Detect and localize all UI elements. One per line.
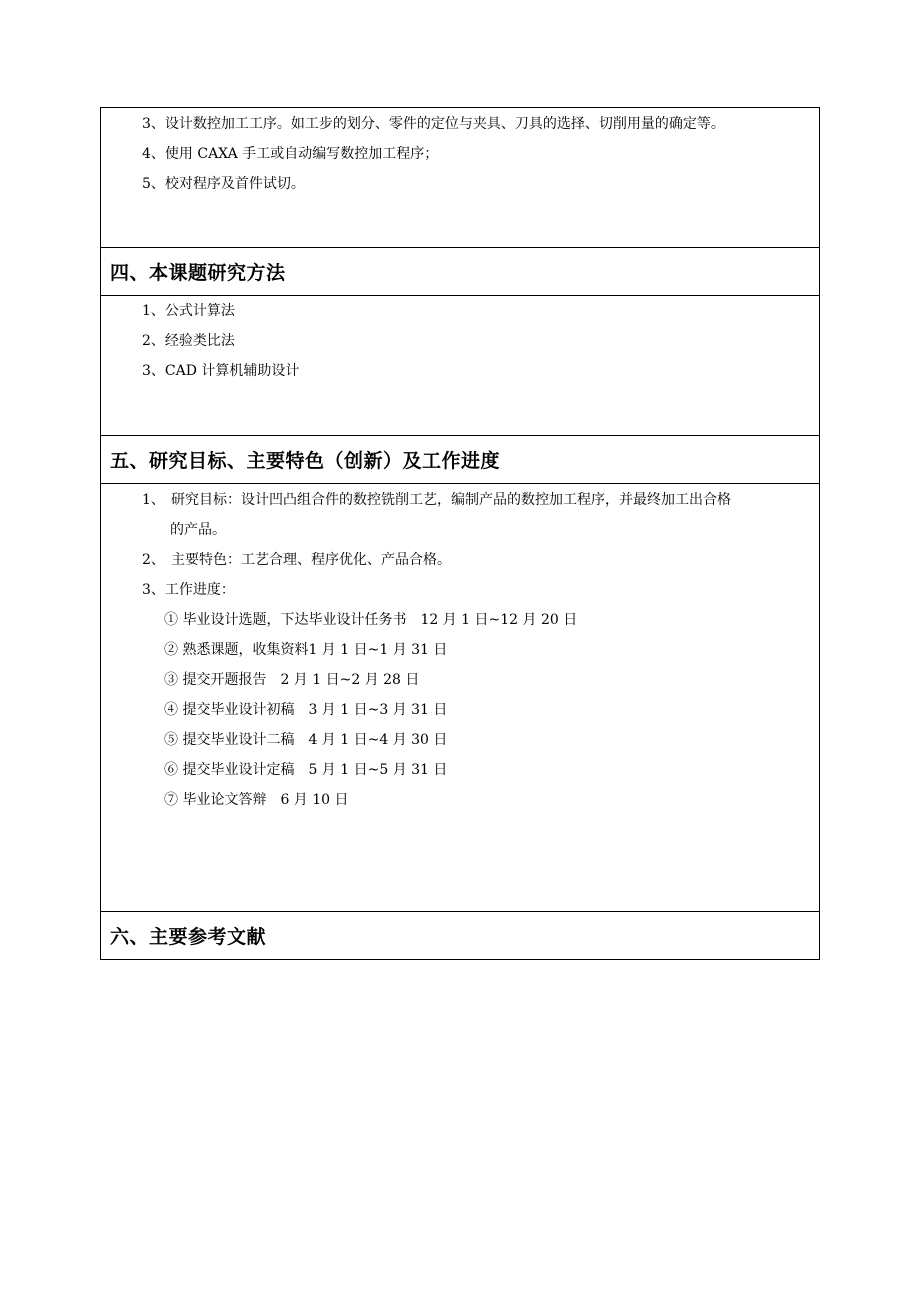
content-line: 2、经验类比法	[142, 333, 235, 349]
content-line: 4、使用 CAXA 手工或自动编写数控加工程序；	[142, 146, 439, 162]
content-line: 5、校对程序及首件试切。	[142, 176, 305, 192]
section6-heading-cell	[101, 911, 819, 959]
schedule-item: ⑦ 毕业论文答辩 6 月 10 日	[164, 792, 349, 808]
section4-content	[101, 295, 819, 435]
section4-heading-cell	[101, 247, 819, 295]
progress-label: 3、工作进度：	[142, 582, 235, 598]
schedule-item: ④ 提交毕业设计初稿 3 月 1 日~3 月 31 日	[164, 702, 448, 718]
schedule-item: ① 毕业设计选题，下达毕业设计任务书 12 月 1 日~12 月 20 日	[164, 612, 578, 628]
report-table	[100, 107, 820, 960]
goal-line-continued: 的产品。	[170, 522, 226, 538]
feature-line	[101, 545, 819, 575]
section-heading: 五、研究目标、主要特色（创新）及工作进度	[110, 450, 501, 472]
list-number: 2、	[142, 552, 165, 568]
feature-text: 主要特色：工艺合理、程序优化、产品合格。	[171, 552, 451, 568]
section-heading: 六、主要参考文献	[110, 926, 267, 948]
content-line: 3、CAD 计算机辅助设计	[142, 363, 300, 379]
schedule-item: ⑥ 提交毕业设计定稿 5 月 1 日~5 月 31 日	[164, 762, 448, 778]
content-line: 3、设计数控加工工序。如工步的划分、零件的定位与夹具、刀具的选择、切削用量的确定等。	[142, 116, 725, 132]
schedule-item: ② 熟悉课题，收集资料1 月 1 日~1 月 31 日	[164, 642, 448, 658]
content-line: 1、公式计算法	[142, 303, 235, 319]
section5-heading-cell	[101, 435, 819, 483]
schedule-item: ⑤ 提交毕业设计二稿 4 月 1 日~4 月 30 日	[164, 732, 448, 748]
schedule-item: ③ 提交开题报告 2 月 1 日~2 月 28 日	[164, 672, 420, 688]
goal-line	[101, 485, 819, 515]
section3-content	[101, 108, 819, 247]
goal-text: 研究目标：设计凹凸组合件的数控铣削工艺，编制产品的数控加工程序，并最终加工出合格	[171, 492, 731, 508]
list-number: 1、	[142, 492, 165, 508]
section-heading: 四、本课题研究方法	[110, 262, 286, 284]
section5-content	[101, 483, 819, 911]
